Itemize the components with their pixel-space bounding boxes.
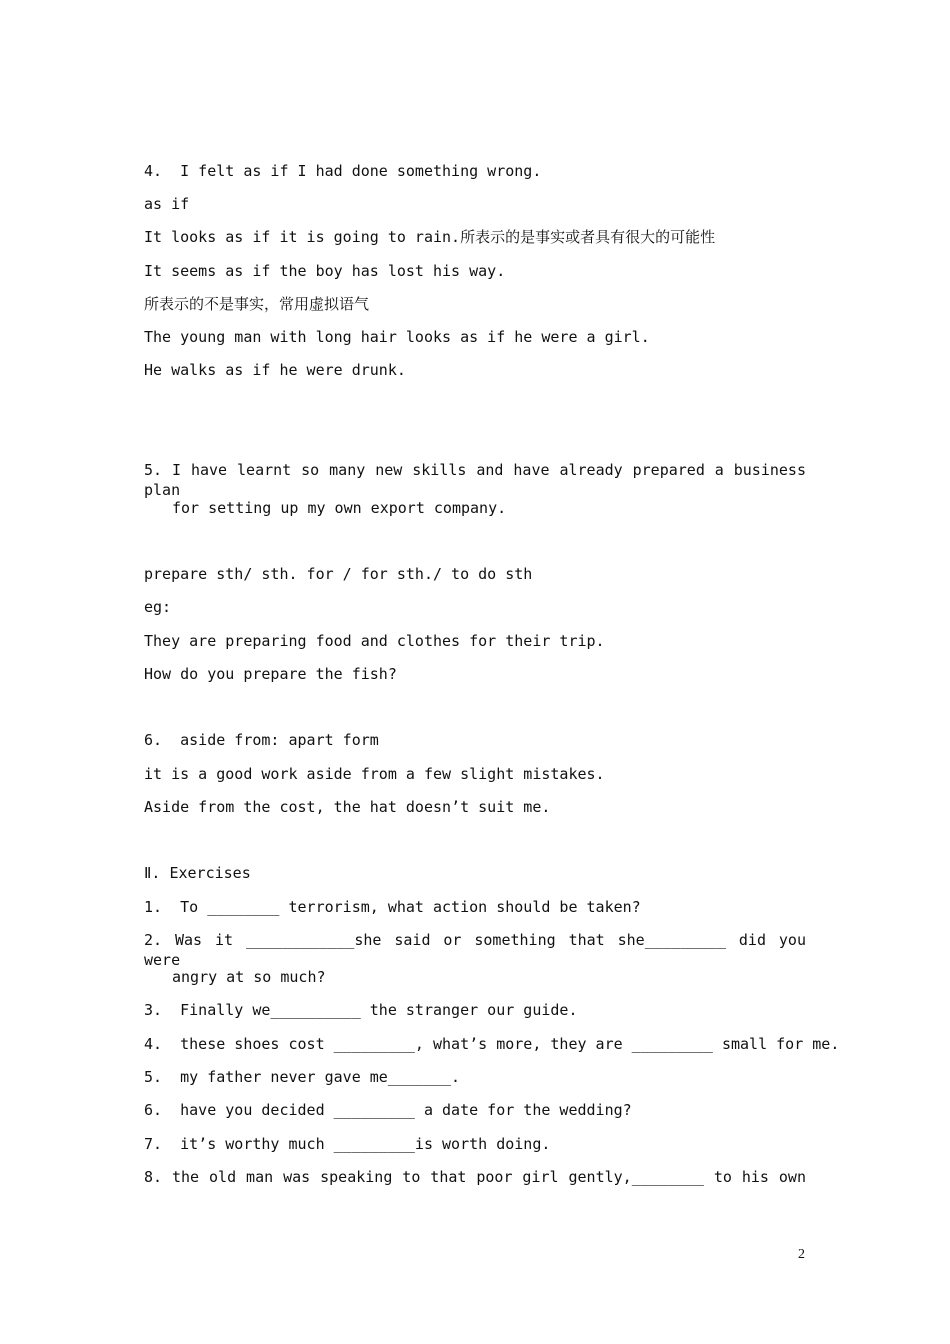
section-4-example-fact-2: It seems as if the boy has lost his way. xyxy=(144,262,506,280)
section-5-pattern: prepare sth/ sth. for / for sth./ to do sth xyxy=(144,565,533,583)
section-5-heading-line-2: for setting up my own export company. xyxy=(172,499,507,517)
exercise-8-line-1: 8. the old man was speaking to that poor girl gently,________ to his own xyxy=(144,1168,806,1186)
section-4-heading: 4. I felt as if I had done something wrong. xyxy=(144,162,542,180)
section-6-heading: 6. aside from: apart form xyxy=(144,731,379,749)
section-4-example-subjunctive-2: He walks as if he were drunk. xyxy=(144,361,406,379)
exercises-heading: Ⅱ. Exercises xyxy=(144,864,251,882)
section-5-heading-line-1: 5. I have learnt so many new skills and have already prepared a business plan xyxy=(144,461,806,499)
exercise-1: 1. To ________ terrorism, what action should be taken? xyxy=(144,898,641,916)
section-6-example-1: it is a good work aside from a few slight mistakes. xyxy=(144,765,605,783)
exercise-6: 6. have you decided _________ a date for the wedding? xyxy=(144,1101,632,1119)
section-5-example-1: They are preparing food and clothes for their trip. xyxy=(144,632,605,650)
section-4-note-subjunctive: 所表示的不是事实，常用虚拟语气 xyxy=(144,295,370,313)
exercise-3: 3. Finally we__________ the stranger our guide. xyxy=(144,1001,578,1019)
section-6-example-2: Aside from the cost, the hat doesn’t suit me. xyxy=(144,798,551,816)
exercise-4: 4. these shoes cost _________, what’s more, they are _________ small for me. xyxy=(144,1035,840,1053)
section-4-example-fact: It looks as if it is going to rain.所表示的是事实或者具有很大的可能性 xyxy=(144,228,716,246)
section-4-example-subjunctive-1: The young man with long hair looks as if he were a girl. xyxy=(144,328,650,346)
section-5-example-2: How do you prepare the fish? xyxy=(144,665,397,683)
exercise-2-line-2: angry at so much? xyxy=(172,968,326,986)
section-4-term: as if xyxy=(144,195,190,213)
exercise-7: 7. it’s worthy much _________is worth doing. xyxy=(144,1135,551,1153)
page-number: 2 xyxy=(798,1247,805,1262)
section-5-eg-label: eg: xyxy=(144,598,172,616)
exercise-2-line-1: 2. Was it ____________she said or something that she_________ did you were xyxy=(144,931,806,969)
exercise-5: 5. my father never gave me_______. xyxy=(144,1068,461,1086)
